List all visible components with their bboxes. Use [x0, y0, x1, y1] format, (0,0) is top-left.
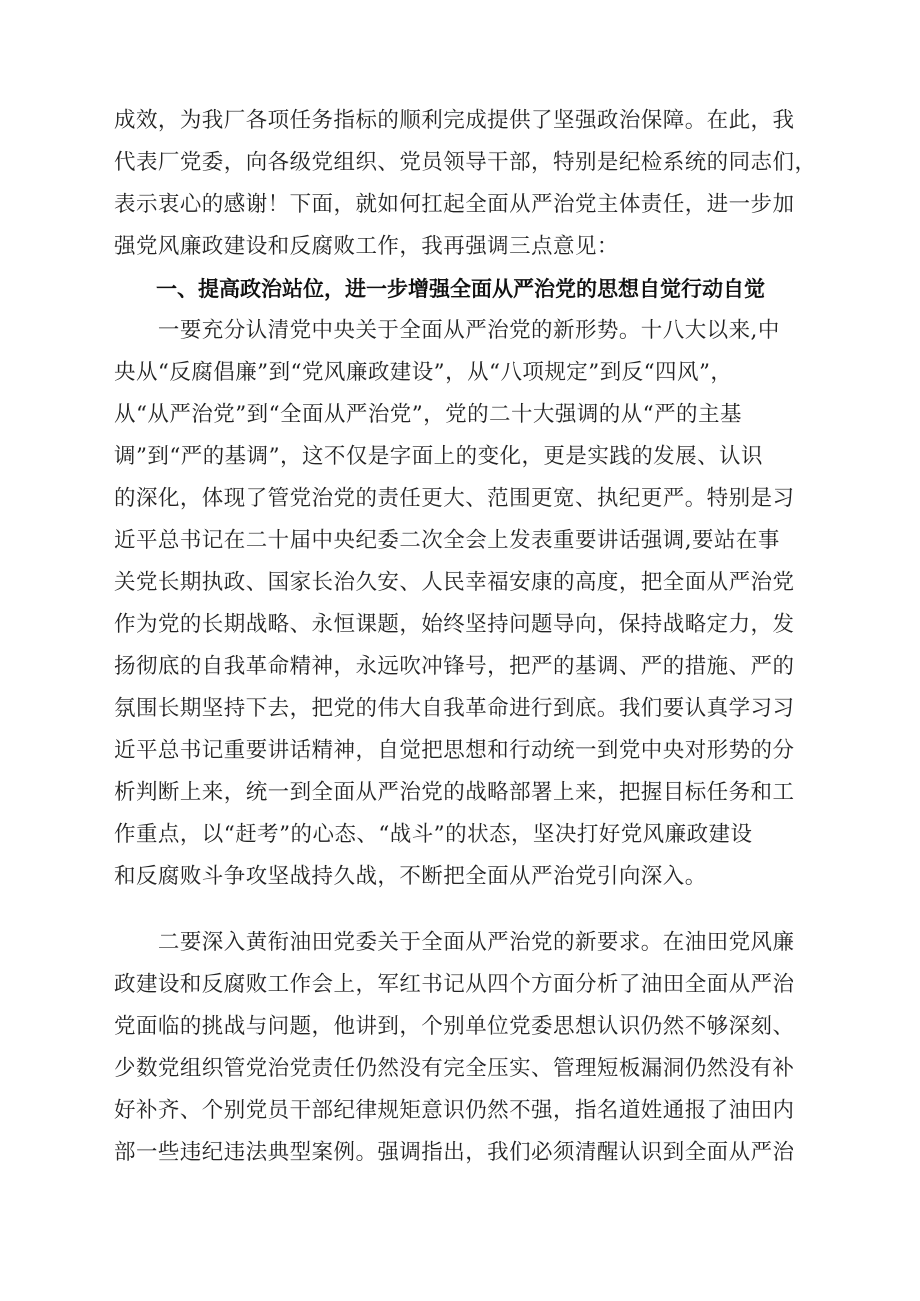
text-line: 好补齐、个别党员干部纪律规矩意识仍然不强，指名道姓通报了油田内 — [114, 1098, 795, 1123]
text-block-2 — [114, 922, 834, 1174]
text-line: 党面临的挑战与问题，他讲到，个别单位党委思想认识仍然不够深刻、 — [114, 1014, 795, 1039]
text-line: 氛围长期坚持下去，把党的伟大自我革命进行到底。我们要认真学习习 — [114, 696, 795, 721]
text-line: 央从“反腐倡廉”到“党风廉政建设”，从“八项规定”到反“四风”， — [114, 360, 733, 385]
text-line: 表示衷心的感谢！下面，就如何扛起全面从严治党主体责任，进一步加 — [114, 192, 795, 217]
text-line: 扬彻底的自我革命精神，永远吹冲锋号，把严的基调、严的措施、严的 — [114, 654, 795, 679]
text-line: 和反腐败斗争攻坚战持久战，不断把全面从严治党引向深入。 — [114, 864, 707, 889]
text-line: 调”到“严的基调”，这不仅是字面上的变化，更是实践的发展、认识 — [114, 444, 763, 469]
text-line: 近平总书记重要讲话精神，自觉把思想和行动统一到党中央对形势的分 — [114, 738, 795, 763]
text-line: 部一些违纪违法典型案例。强调指出，我们必须清醒认识到全面从严治 — [114, 1140, 795, 1165]
text-block-1 — [114, 100, 834, 898]
text-line: 析判断上来，统一到全面从严治党的战略部署上来，把握目标任务和工 — [114, 780, 795, 805]
text-line: 近平总书记在二十届中央纪委二次全会上发表重要讲话强调,要站在事 — [114, 528, 780, 553]
text-line: 的深化，体现了管党治党的责任更大、范围更宽、执纪更严。特别是习 — [114, 486, 795, 511]
text-line: 作为党的长期战略、永恒课题，始终坚持问题导向，保持战略定力，发 — [114, 612, 795, 637]
text-line: 强党风廉政建设和反腐败工作，我再强调三点意见： — [114, 234, 619, 259]
text-line: 二要深入黄衔油田党委关于全面从严治党的新要求。在油田党风廉 — [114, 930, 795, 955]
section-heading: 一、提高政治站位，进一步增强全面从严治党的思想自觉行动自觉 — [114, 277, 765, 301]
text-line: 关党长期执政、国家长治久安、人民幸福安康的高度，把全面从严治党 — [114, 570, 795, 595]
text-line: 一要充分认清党中央关于全面从严治党的新形势。十八大以来,中 — [114, 318, 780, 343]
text-line: 从“从严治党”到“全面从严治党”，党的二十大强调的从“严的主基 — [114, 402, 742, 427]
text-line: 政建设和反腐败工作会上，军红书记从四个方面分析了油田全面从严治 — [114, 972, 795, 997]
text-line: 少数党组织管党治党责任仍然没有完全压实、管理短板漏洞仍然没有补 — [114, 1056, 795, 1081]
text-line: 成效，为我厂各项任务指标的顺利完成提供了坚强政治保障。在此，我 — [114, 108, 795, 133]
text-line: 作重点，以“赶考”的心态、“战斗”的状态，坚决打好党风廉政建设 — [114, 822, 753, 847]
text-line: 代表厂党委，向各级党组织、党员领导干部，特别是纪检系统的同志们， — [114, 150, 817, 175]
